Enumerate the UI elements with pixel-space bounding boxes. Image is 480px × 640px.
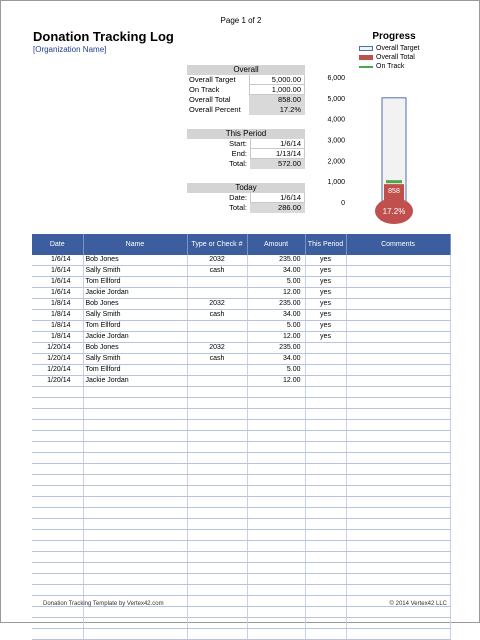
cell-comments[interactable] xyxy=(346,486,450,497)
cell-comments[interactable] xyxy=(346,629,450,640)
y-tick-label: 5,000 xyxy=(327,95,345,103)
cell-date[interactable] xyxy=(32,420,83,431)
cell-this-period[interactable] xyxy=(305,365,346,376)
cell-type[interactable] xyxy=(187,629,247,640)
cell-date[interactable] xyxy=(32,585,83,596)
cell-amount[interactable] xyxy=(247,497,305,508)
cell-this-period[interactable]: yes xyxy=(305,266,346,277)
overall-percent-value: 17.2% xyxy=(249,105,305,115)
cell-this-period[interactable] xyxy=(305,431,346,442)
cell-this-period[interactable] xyxy=(305,387,346,398)
cell-name[interactable] xyxy=(83,431,187,442)
footer-left: Donation Tracking Template by Vertex42.com xyxy=(43,601,164,607)
today-total-value: 286.00 xyxy=(250,203,305,213)
table-row-empty xyxy=(32,409,450,420)
cell-type[interactable] xyxy=(187,519,247,530)
cell-amount[interactable]: 34.00 xyxy=(247,266,305,277)
cell-type[interactable]: cash xyxy=(187,310,247,321)
legend-label-ontrack: On Track xyxy=(376,63,405,70)
col-amount: Amount xyxy=(247,234,305,255)
overall-target-label: Overall Target xyxy=(189,75,236,84)
table-row xyxy=(32,288,450,299)
cell-type[interactable] xyxy=(187,541,247,552)
y-tick-label: 4,000 xyxy=(327,116,345,124)
cell-this-period[interactable] xyxy=(305,464,346,475)
table-row-empty xyxy=(32,486,450,497)
cell-this-period[interactable]: yes xyxy=(305,332,346,343)
cell-type[interactable]: 2032 xyxy=(187,299,247,310)
table-row-empty xyxy=(32,629,450,640)
y-tick-label: 2,000 xyxy=(327,158,345,166)
table-row xyxy=(32,321,450,332)
y-tick-label: 0 xyxy=(341,200,345,207)
cell-name[interactable] xyxy=(83,519,187,530)
cell-type[interactable] xyxy=(187,277,247,288)
cell-this-period[interactable] xyxy=(305,519,346,530)
cell-type[interactable] xyxy=(187,552,247,563)
cell-this-period[interactable] xyxy=(305,629,346,640)
col-date: Date xyxy=(32,234,83,255)
period-total-value: 572.00 xyxy=(250,159,305,169)
table-row xyxy=(32,255,450,266)
cell-type[interactable] xyxy=(187,585,247,596)
table-row-empty xyxy=(32,574,450,585)
cell-comments[interactable] xyxy=(346,475,450,486)
cell-name[interactable] xyxy=(83,607,187,618)
cell-date[interactable]: 1/6/14 xyxy=(32,277,83,288)
cell-amount[interactable] xyxy=(247,585,305,596)
y-tick-label: 1,000 xyxy=(327,179,345,187)
cell-this-period[interactable] xyxy=(305,343,346,354)
cell-amount[interactable] xyxy=(247,519,305,530)
cell-date[interactable]: 1/20/14 xyxy=(32,354,83,365)
overall-summary xyxy=(187,65,305,115)
cell-name[interactable] xyxy=(83,497,187,508)
cell-name[interactable]: Sally Smith xyxy=(83,354,187,365)
cell-date[interactable]: 1/6/14 xyxy=(32,266,83,277)
table-row-empty xyxy=(32,618,450,629)
cell-comments[interactable] xyxy=(346,607,450,618)
cell-comments[interactable] xyxy=(346,376,450,387)
table-row-empty xyxy=(32,530,450,541)
cell-this-period[interactable]: yes xyxy=(305,277,346,288)
table-header-row xyxy=(32,234,450,255)
today-summary xyxy=(187,183,305,213)
cell-comments[interactable] xyxy=(346,387,450,398)
cell-this-period[interactable] xyxy=(305,530,346,541)
cell-date[interactable] xyxy=(32,497,83,508)
cell-this-period[interactable]: yes xyxy=(305,310,346,321)
cell-name[interactable]: Jackie Jordan xyxy=(83,288,187,299)
period-start-label: Start: xyxy=(229,139,247,148)
cell-type[interactable] xyxy=(187,376,247,387)
cell-name[interactable] xyxy=(83,574,187,585)
table-row-empty xyxy=(32,508,450,519)
cell-comments[interactable] xyxy=(346,618,450,629)
cell-comments[interactable] xyxy=(346,431,450,442)
cell-type[interactable] xyxy=(187,497,247,508)
cell-name[interactable] xyxy=(83,475,187,486)
cell-date[interactable]: 1/6/14 xyxy=(32,288,83,299)
cell-date[interactable]: 1/8/14 xyxy=(32,310,83,321)
cell-type[interactable] xyxy=(187,596,247,607)
cell-type[interactable] xyxy=(187,574,247,585)
cell-date[interactable]: 1/20/14 xyxy=(32,376,83,387)
cell-date[interactable] xyxy=(32,541,83,552)
col-name: Name xyxy=(83,234,187,255)
cell-type[interactable]: cash xyxy=(187,266,247,277)
cell-amount[interactable] xyxy=(247,607,305,618)
cell-date[interactable] xyxy=(32,409,83,420)
cell-this-period[interactable] xyxy=(305,574,346,585)
cell-comments[interactable] xyxy=(346,310,450,321)
cell-comments[interactable] xyxy=(346,585,450,596)
cell-date[interactable] xyxy=(32,607,83,618)
cell-comments[interactable] xyxy=(346,332,450,343)
cell-amount[interactable]: 5.00 xyxy=(247,321,305,332)
overall-percent-label: Overall Percent xyxy=(189,105,241,114)
cell-comments[interactable] xyxy=(346,354,450,365)
cell-name[interactable] xyxy=(83,629,187,640)
page-title: Donation Tracking Log xyxy=(33,29,174,44)
cell-amount[interactable] xyxy=(247,508,305,519)
cell-type[interactable] xyxy=(187,453,247,464)
cell-comments[interactable] xyxy=(346,519,450,530)
col-comments: Comments xyxy=(346,234,450,255)
cell-type[interactable] xyxy=(187,607,247,618)
cell-amount[interactable]: 235.00 xyxy=(247,343,305,354)
cell-this-period[interactable] xyxy=(305,563,346,574)
cell-type[interactable]: cash xyxy=(187,354,247,365)
cell-comments[interactable] xyxy=(346,541,450,552)
cell-amount[interactable] xyxy=(247,409,305,420)
cell-name[interactable] xyxy=(83,530,187,541)
page-number: Page 1 of 2 xyxy=(220,16,262,25)
cell-type[interactable] xyxy=(187,475,247,486)
cell-comments[interactable] xyxy=(346,398,450,409)
cell-date[interactable] xyxy=(32,453,83,464)
table-row xyxy=(32,343,450,354)
cell-name[interactable] xyxy=(83,409,187,420)
cell-date[interactable] xyxy=(32,398,83,409)
table-row-empty xyxy=(32,464,450,475)
cell-amount[interactable]: 12.00 xyxy=(247,288,305,299)
cell-type[interactable] xyxy=(187,464,247,475)
cell-amount[interactable]: 34.00 xyxy=(247,310,305,321)
cell-type[interactable] xyxy=(187,387,247,398)
cell-type[interactable]: 2032 xyxy=(187,255,247,266)
table-row xyxy=(32,266,450,277)
col-type: Type or Check # xyxy=(187,234,247,255)
cell-date[interactable] xyxy=(32,387,83,398)
table-row-empty xyxy=(32,585,450,596)
cell-date[interactable] xyxy=(32,508,83,519)
on-track-marker xyxy=(386,180,402,183)
table-row-empty xyxy=(32,475,450,486)
cell-this-period[interactable] xyxy=(305,607,346,618)
cell-amount[interactable] xyxy=(247,486,305,497)
cell-comments[interactable] xyxy=(346,574,450,585)
cell-this-period[interactable]: yes xyxy=(305,299,346,310)
cell-name[interactable]: Sally Smith xyxy=(83,310,187,321)
cell-this-period[interactable] xyxy=(305,486,346,497)
organization-name-field[interactable]: [Organization Name] xyxy=(33,45,107,54)
cell-name[interactable] xyxy=(83,420,187,431)
cell-date[interactable] xyxy=(32,629,83,640)
cell-amount[interactable]: 5.00 xyxy=(247,365,305,376)
cell-type[interactable] xyxy=(187,409,247,420)
cell-this-period[interactable] xyxy=(305,453,346,464)
cell-comments[interactable] xyxy=(346,365,450,376)
cell-comments[interactable] xyxy=(346,409,450,420)
table-row-empty xyxy=(32,420,450,431)
table-row xyxy=(32,332,450,343)
cell-amount[interactable]: 12.00 xyxy=(247,332,305,343)
table-row-empty xyxy=(32,519,450,530)
cell-comments[interactable] xyxy=(346,299,450,310)
cell-amount[interactable] xyxy=(247,387,305,398)
cell-date[interactable] xyxy=(32,530,83,541)
cell-date[interactable] xyxy=(32,475,83,486)
cell-type[interactable] xyxy=(187,288,247,299)
table-row-empty xyxy=(32,398,450,409)
table-row-empty xyxy=(32,431,450,442)
cell-this-period[interactable] xyxy=(305,442,346,453)
cell-type[interactable]: 2032 xyxy=(187,343,247,354)
cell-type[interactable] xyxy=(187,442,247,453)
cell-amount[interactable]: 12.00 xyxy=(247,376,305,387)
table-row xyxy=(32,299,450,310)
legend-swatch-total xyxy=(359,55,373,60)
cell-amount[interactable] xyxy=(247,541,305,552)
footer-right: © 2014 Vertex42 LLC xyxy=(389,601,447,607)
cell-amount[interactable] xyxy=(247,618,305,629)
cell-comments[interactable] xyxy=(346,464,450,475)
table-row xyxy=(32,376,450,387)
cell-type[interactable] xyxy=(187,618,247,629)
cell-name[interactable]: Sally Smith xyxy=(83,266,187,277)
cell-date[interactable] xyxy=(32,442,83,453)
cell-date[interactable] xyxy=(32,552,83,563)
cell-amount[interactable] xyxy=(247,530,305,541)
cell-amount[interactable]: 5.00 xyxy=(247,277,305,288)
cell-type[interactable] xyxy=(187,332,247,343)
cell-amount[interactable] xyxy=(247,398,305,409)
cell-name[interactable]: Bob Jones xyxy=(83,299,187,310)
cell-this-period[interactable] xyxy=(305,409,346,420)
table-row-empty xyxy=(32,563,450,574)
cell-comments[interactable] xyxy=(346,420,450,431)
thermometer-chart xyxy=(319,67,459,227)
period-end-value[interactable]: 1/13/14 xyxy=(250,149,305,159)
cell-name[interactable] xyxy=(83,508,187,519)
y-tick-label: 6,000 xyxy=(327,75,345,82)
cell-name[interactable] xyxy=(83,398,187,409)
cell-type[interactable] xyxy=(187,486,247,497)
cell-date[interactable]: 1/20/14 xyxy=(32,365,83,376)
cell-name[interactable]: Tom Ellford xyxy=(83,321,187,332)
cell-amount[interactable]: 235.00 xyxy=(247,299,305,310)
cell-this-period[interactable] xyxy=(305,508,346,519)
cell-amount[interactable] xyxy=(247,431,305,442)
cell-amount[interactable] xyxy=(247,442,305,453)
overall-total-value: 858.00 xyxy=(249,95,305,105)
cell-date[interactable]: 1/6/14 xyxy=(32,255,83,266)
cell-comments[interactable] xyxy=(346,563,450,574)
cell-type[interactable] xyxy=(187,431,247,442)
bulb-percent-label: 17.2% xyxy=(382,207,406,216)
period-total-label: Total: xyxy=(229,159,247,168)
period-start-value[interactable]: 1/6/14 xyxy=(250,139,305,149)
today-total-label: Total: xyxy=(229,203,247,212)
cell-type[interactable] xyxy=(187,563,247,574)
cell-comments[interactable] xyxy=(346,277,450,288)
cell-date[interactable]: 1/8/14 xyxy=(32,321,83,332)
cell-name[interactable] xyxy=(83,618,187,629)
legend-label-target: Overall Target xyxy=(376,45,420,52)
cell-amount[interactable]: 235.00 xyxy=(247,255,305,266)
legend-item-target xyxy=(359,44,419,53)
cell-this-period[interactable] xyxy=(305,596,346,607)
cell-this-period[interactable]: yes xyxy=(305,255,346,266)
cell-comments[interactable] xyxy=(346,552,450,563)
legend-item-total xyxy=(359,53,419,62)
on-track-value[interactable]: 1,000.00 xyxy=(249,85,305,95)
cell-amount[interactable] xyxy=(247,574,305,585)
cell-amount[interactable] xyxy=(247,629,305,640)
cell-amount[interactable] xyxy=(247,475,305,486)
cell-type[interactable] xyxy=(187,420,247,431)
cell-amount[interactable] xyxy=(247,596,305,607)
cell-this-period[interactable] xyxy=(305,354,346,365)
period-end-label: End: xyxy=(231,149,247,158)
cell-amount[interactable] xyxy=(247,420,305,431)
cell-name[interactable] xyxy=(83,453,187,464)
cell-type[interactable] xyxy=(187,398,247,409)
today-heading: Today xyxy=(187,183,305,193)
cell-date[interactable] xyxy=(32,574,83,585)
cell-name[interactable]: Tom Ellford xyxy=(83,277,187,288)
cell-this-period[interactable] xyxy=(305,585,346,596)
cell-this-period[interactable] xyxy=(305,420,346,431)
cell-name[interactable]: Bob Jones xyxy=(83,343,187,354)
cell-amount[interactable] xyxy=(247,464,305,475)
cell-date[interactable] xyxy=(32,464,83,475)
cell-name[interactable] xyxy=(83,464,187,475)
cell-this-period[interactable] xyxy=(305,398,346,409)
cell-type[interactable] xyxy=(187,530,247,541)
cell-this-period[interactable] xyxy=(305,541,346,552)
this-period-heading: This Period xyxy=(187,129,305,139)
cell-name[interactable] xyxy=(83,541,187,552)
table-row-empty xyxy=(32,453,450,464)
cell-date[interactable] xyxy=(32,563,83,574)
bar-value-label: 858 xyxy=(388,188,400,196)
cell-name[interactable]: Jackie Jordan xyxy=(83,376,187,387)
overall-target-value[interactable]: 5,000.00 xyxy=(249,75,305,85)
cell-name[interactable]: Bob Jones xyxy=(83,255,187,266)
cell-date[interactable]: 1/8/14 xyxy=(32,332,83,343)
cell-name[interactable] xyxy=(83,585,187,596)
table-row xyxy=(32,354,450,365)
cell-name[interactable]: Tom Ellford xyxy=(83,365,187,376)
overall-heading: Overall xyxy=(187,65,305,75)
cell-name[interactable] xyxy=(83,552,187,563)
table-row xyxy=(32,310,450,321)
cell-type[interactable] xyxy=(187,508,247,519)
cell-name[interactable] xyxy=(83,442,187,453)
cell-comments[interactable] xyxy=(346,255,450,266)
donation-log-table xyxy=(32,234,451,640)
cell-amount[interactable] xyxy=(247,552,305,563)
cell-amount[interactable] xyxy=(247,563,305,574)
cell-comments[interactable] xyxy=(346,530,450,541)
cell-comments[interactable] xyxy=(346,321,450,332)
cell-comments[interactable] xyxy=(346,266,450,277)
cell-date[interactable]: 1/8/14 xyxy=(32,299,83,310)
cell-comments[interactable] xyxy=(346,442,450,453)
cell-date[interactable] xyxy=(32,618,83,629)
cell-this-period[interactable]: yes xyxy=(305,288,346,299)
table-row-empty xyxy=(32,607,450,618)
col-this-period: This Period xyxy=(305,234,346,255)
cell-type[interactable] xyxy=(187,321,247,332)
cell-this-period[interactable] xyxy=(305,475,346,486)
table-row xyxy=(32,277,450,288)
legend-label-total: Overall Total xyxy=(376,54,415,61)
on-track-label: On Track xyxy=(189,85,220,94)
table-row-empty xyxy=(32,387,450,398)
overall-total-label: Overall Total xyxy=(189,95,231,104)
table-row-empty xyxy=(32,497,450,508)
cell-comments[interactable] xyxy=(346,453,450,464)
cell-date[interactable] xyxy=(32,431,83,442)
table-row-empty xyxy=(32,541,450,552)
cell-name[interactable] xyxy=(83,486,187,497)
table-row-empty xyxy=(32,552,450,563)
cell-this-period[interactable] xyxy=(305,497,346,508)
cell-name[interactable] xyxy=(83,563,187,574)
cell-type[interactable] xyxy=(187,365,247,376)
this-period-summary xyxy=(187,129,305,169)
legend-swatch-target xyxy=(359,46,373,51)
chart-title: Progress xyxy=(372,31,416,42)
cell-comments[interactable] xyxy=(346,508,450,519)
cell-amount[interactable]: 34.00 xyxy=(247,354,305,365)
y-tick-label: 3,000 xyxy=(327,137,345,145)
cell-this-period[interactable] xyxy=(305,552,346,563)
table-row-empty xyxy=(32,442,450,453)
cell-comments[interactable] xyxy=(346,497,450,508)
table-row xyxy=(32,365,450,376)
today-date-label: Date: xyxy=(229,193,247,202)
cell-name[interactable] xyxy=(83,387,187,398)
cell-date[interactable]: 1/20/14 xyxy=(32,343,83,354)
cell-date[interactable] xyxy=(32,519,83,530)
cell-date[interactable] xyxy=(32,486,83,497)
cell-comments[interactable] xyxy=(346,288,450,299)
cell-this-period[interactable] xyxy=(305,376,346,387)
cell-this-period[interactable] xyxy=(305,618,346,629)
cell-comments[interactable] xyxy=(346,343,450,354)
cell-name[interactable]: Jackie Jordan xyxy=(83,332,187,343)
today-date-value[interactable]: 1/6/14 xyxy=(250,193,305,203)
cell-amount[interactable] xyxy=(247,453,305,464)
cell-this-period[interactable]: yes xyxy=(305,321,346,332)
